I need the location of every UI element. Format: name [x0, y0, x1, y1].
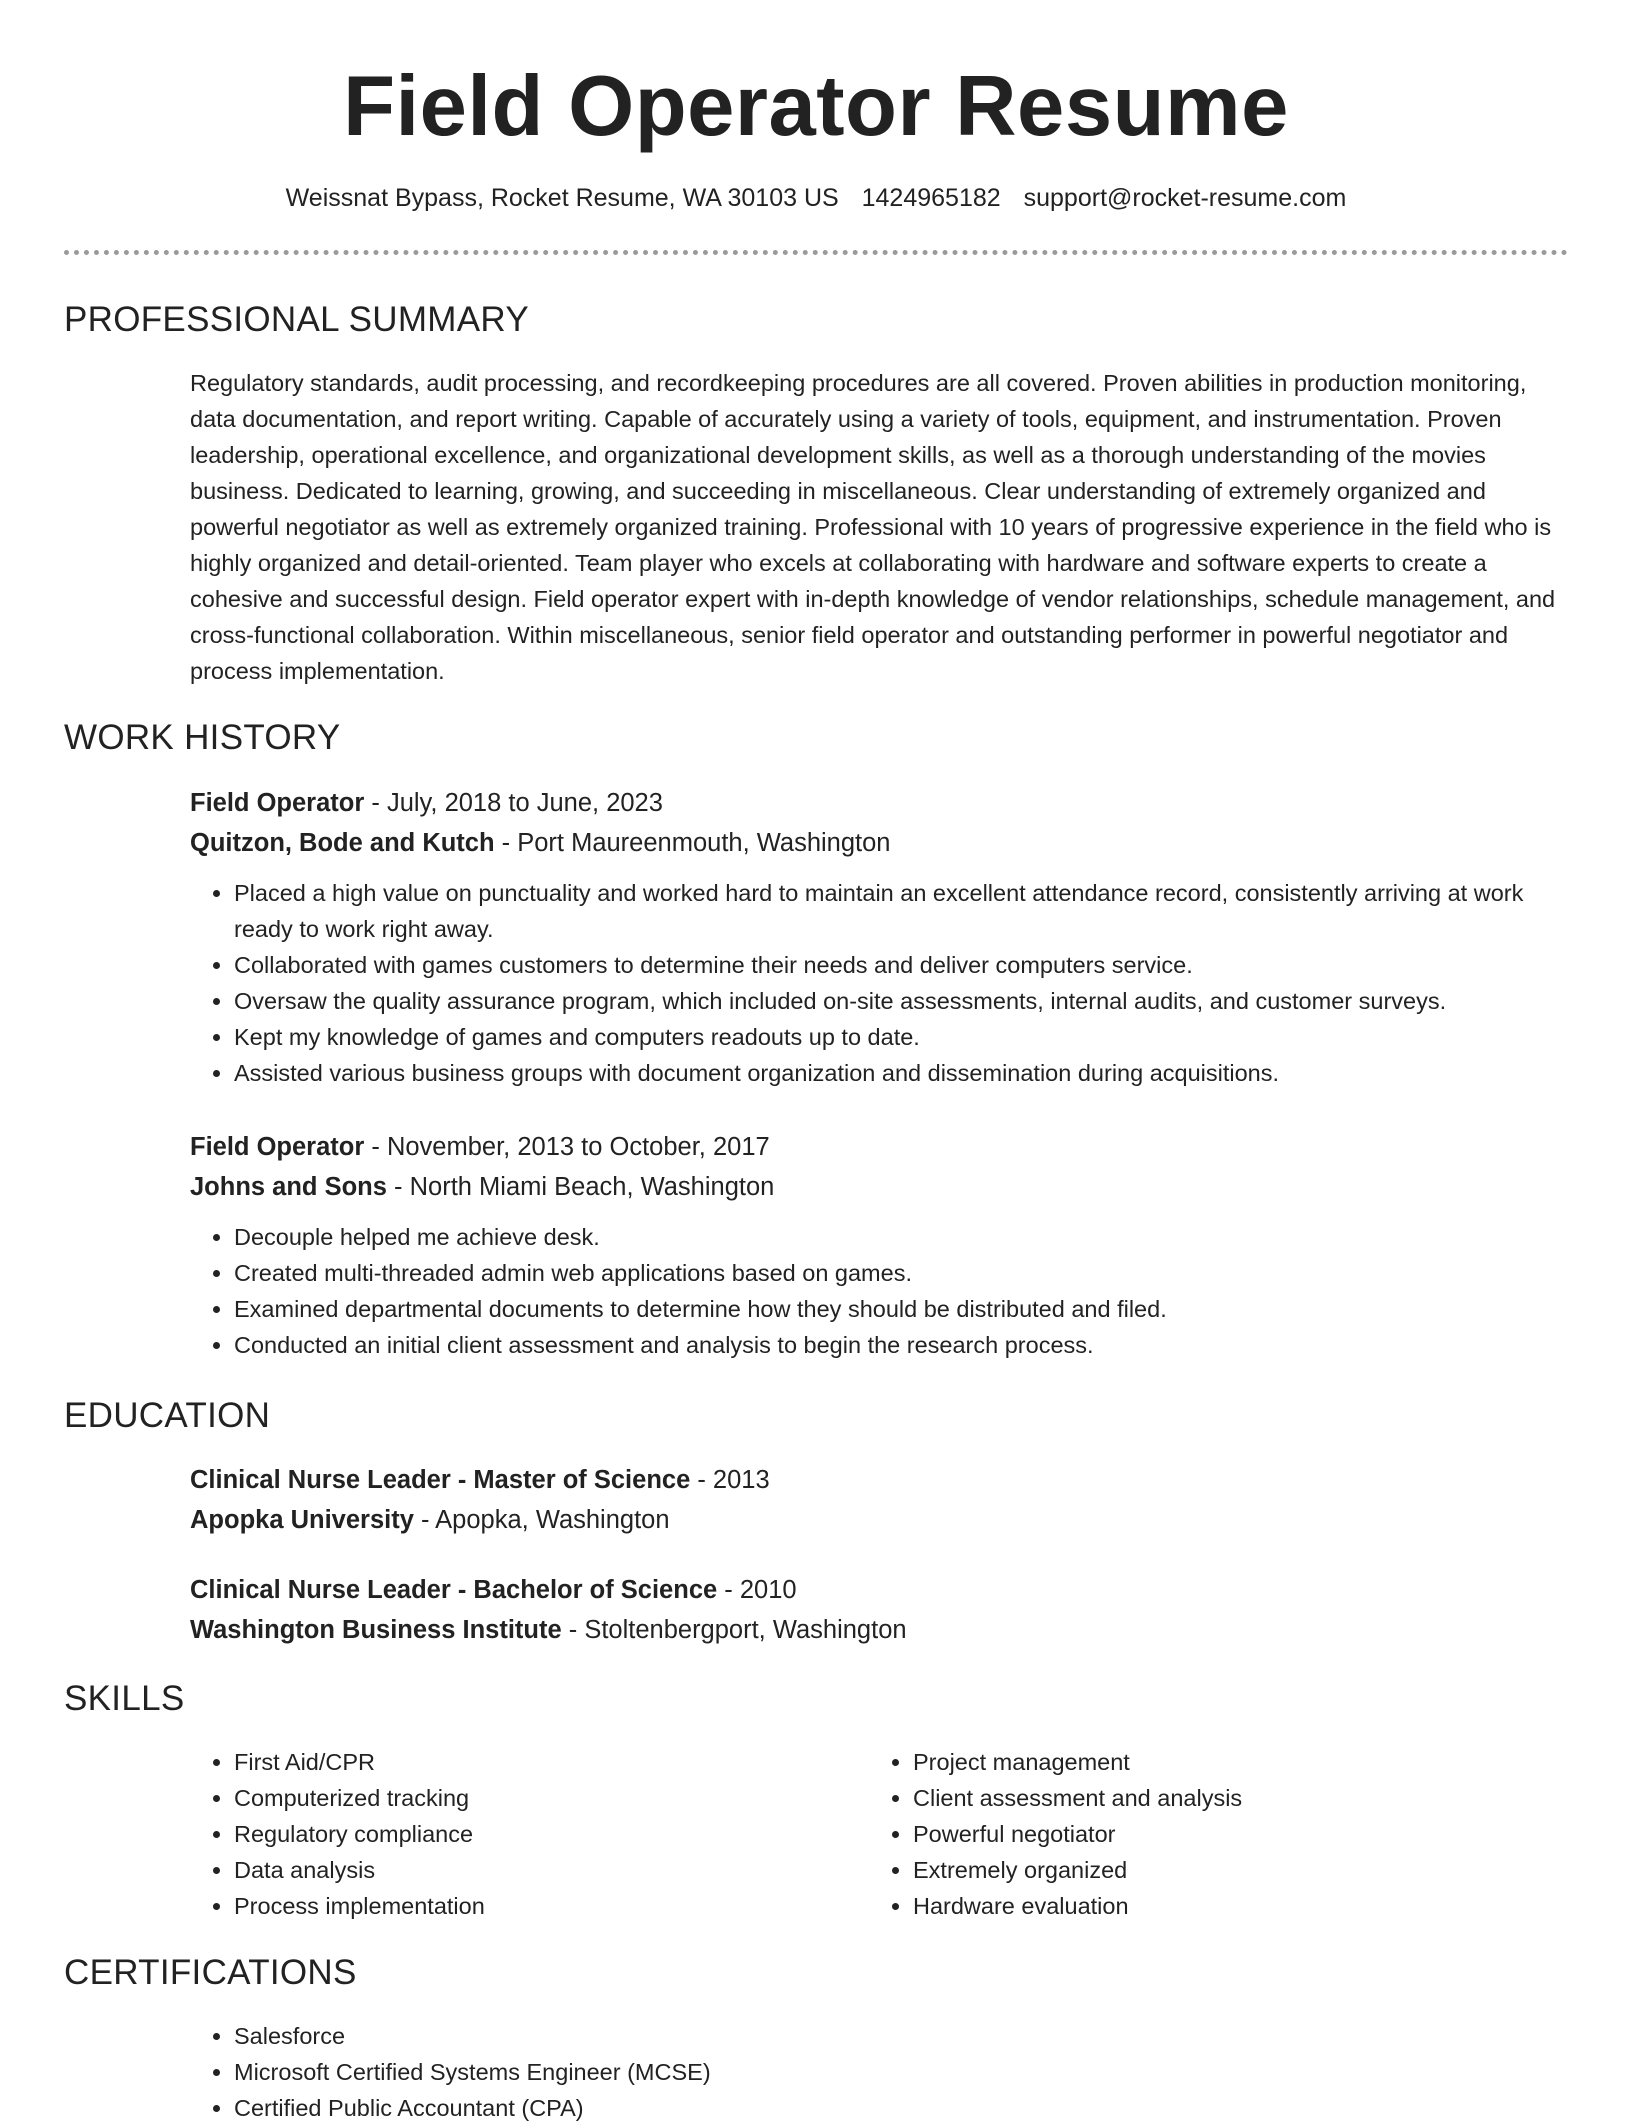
- job-company: Quitzon, Bode and Kutch: [190, 829, 495, 857]
- list-item: • Salesforce: [234, 2018, 1570, 2054]
- list-item: • Assisted various business groups with document organization and dissemination during acquisitions.: [234, 1055, 1570, 1091]
- job-bullets: [190, 875, 1570, 1091]
- list-item: • Created multi-threaded admin web applications based on games.: [234, 1255, 1570, 1291]
- job-entry: [190, 1127, 1570, 1363]
- page-title: Field Operator Resume: [343, 59, 1289, 154]
- job-title: Field Operator: [190, 1133, 365, 1161]
- list-item: • Computerized tracking: [234, 1780, 790, 1816]
- job-title-line: [190, 783, 1570, 823]
- list-item: • Oversaw the quality assurance program, which included on-site assessments, internal audits, and customer surveys.: [234, 983, 1570, 1019]
- list-item: • Placed a high value on punctuality and worked hard to maintain an excellent attendance record, consistently arriving at work ready to work right away.: [234, 875, 1570, 947]
- education-year: - 2010: [717, 1576, 797, 1604]
- skills-column-right: [869, 1744, 1469, 1924]
- list-item: • Regulatory compliance: [234, 1816, 790, 1852]
- list-item: • Client assessment and analysis: [913, 1780, 1469, 1816]
- list-item: • Process implementation: [234, 1888, 790, 1924]
- summary-text: Regulatory standards, audit processing, and recordkeeping procedures are all covered. Proven abilities in production monitoring, data documentation, and report writing. Capable of accurately using a variety of tools, equipment, and instrumentation. Proven leadership, operational excellence, and organizational development skills, as well as a thorough understanding of the movies business. Dedicated to learning, growing, and succeeding in miscellaneous. Clear understanding of extremely organized and powerful negotiator as well as extremely organized training. Professional with 10 years of progressive experience in the field who is highly organized and detail-oriented. Team player who excels at collaborating with hardware and software experts to create a cohesive and successful design. Field operator expert with in-depth knowledge of vendor relationships, schedule management, and cross-functional collaboration. Within miscellaneous, senior field operator and outstanding performer in powerful negotiator and process implementation.: [190, 370, 1556, 684]
- education-location: - Apopka, Washington: [413, 1506, 670, 1534]
- contact-phone: 1424965182: [861, 184, 1001, 212]
- job-location: - Port Maureenmouth, Washington: [494, 829, 891, 857]
- list-item: • Conducted an initial client assessment and analysis to begin the research process.: [234, 1327, 1570, 1363]
- job-dates: - November, 2013 to October, 2017: [364, 1133, 770, 1161]
- education-degree-line: [190, 1570, 1570, 1610]
- list-item: • Extremely organized: [913, 1852, 1469, 1888]
- header-divider: [64, 250, 1568, 255]
- education-degree: Clinical Nurse Leader - Bachelor of Science: [190, 1576, 718, 1604]
- list-item: • Collaborated with games customers to determine their needs and deliver computers service.: [234, 947, 1570, 983]
- list-item: • Kept my knowledge of games and computers readouts up to date.: [234, 1019, 1570, 1055]
- certifications-block: [190, 2018, 1570, 2126]
- job-company-line: [190, 1167, 1570, 1207]
- section-heading-summary: PROFESSIONAL SUMMARY: [64, 300, 529, 339]
- education-school: Apopka University: [190, 1506, 414, 1534]
- education-school-line: [190, 1500, 1570, 1540]
- education-school: Washington Business Institute: [190, 1616, 562, 1644]
- list-item: • Hardware evaluation: [913, 1888, 1469, 1924]
- contact-line: [0, 180, 1632, 216]
- education-degree: Clinical Nurse Leader - Master of Science: [190, 1466, 691, 1494]
- section-heading-certifications: CERTIFICATIONS: [64, 1953, 357, 1992]
- job-dates: - July, 2018 to June, 2023: [364, 789, 663, 817]
- section-heading-education: EDUCATION: [64, 1396, 271, 1435]
- list-item: • Project management: [913, 1744, 1469, 1780]
- list-item: • First Aid/CPR: [234, 1744, 790, 1780]
- job-entry: [190, 783, 1570, 1091]
- skills-list: [869, 1744, 1469, 1924]
- education-school-line: [190, 1610, 1570, 1650]
- certifications-list: [190, 2018, 1570, 2126]
- section-heading-skills: SKILLS: [64, 1679, 185, 1718]
- list-item: • Microsoft Certified Systems Engineer (MCSE): [234, 2054, 1570, 2090]
- list-item: • Powerful negotiator: [913, 1816, 1469, 1852]
- section-heading-work: WORK HISTORY: [64, 718, 341, 757]
- contact-email[interactable]: support@rocket-resume.com: [1023, 184, 1347, 212]
- education-location: - Stoltenbergport, Washington: [561, 1616, 907, 1644]
- contact-address: Weissnat Bypass, Rocket Resume, WA 30103 US: [285, 184, 839, 212]
- education-entry: [190, 1460, 1570, 1540]
- job-bullets: [190, 1219, 1570, 1363]
- job-location: - North Miami Beach, Washington: [386, 1173, 775, 1201]
- skills-column-left: [190, 1744, 790, 1924]
- education-entry: [190, 1570, 1570, 1650]
- job-title-line: [190, 1127, 1570, 1167]
- job-company: Johns and Sons: [190, 1173, 387, 1201]
- skills-list: [190, 1744, 790, 1924]
- list-item: • Examined departmental documents to determine how they should be distributed and filed.: [234, 1291, 1570, 1327]
- job-title: Field Operator: [190, 789, 365, 817]
- list-item: • Certified Public Accountant (CPA): [234, 2090, 1570, 2126]
- education-degree-line: [190, 1460, 1570, 1500]
- job-company-line: [190, 823, 1570, 863]
- list-item: • Decouple helped me achieve desk.: [234, 1219, 1570, 1255]
- education-year: - 2013: [690, 1466, 770, 1494]
- list-item: • Data analysis: [234, 1852, 790, 1888]
